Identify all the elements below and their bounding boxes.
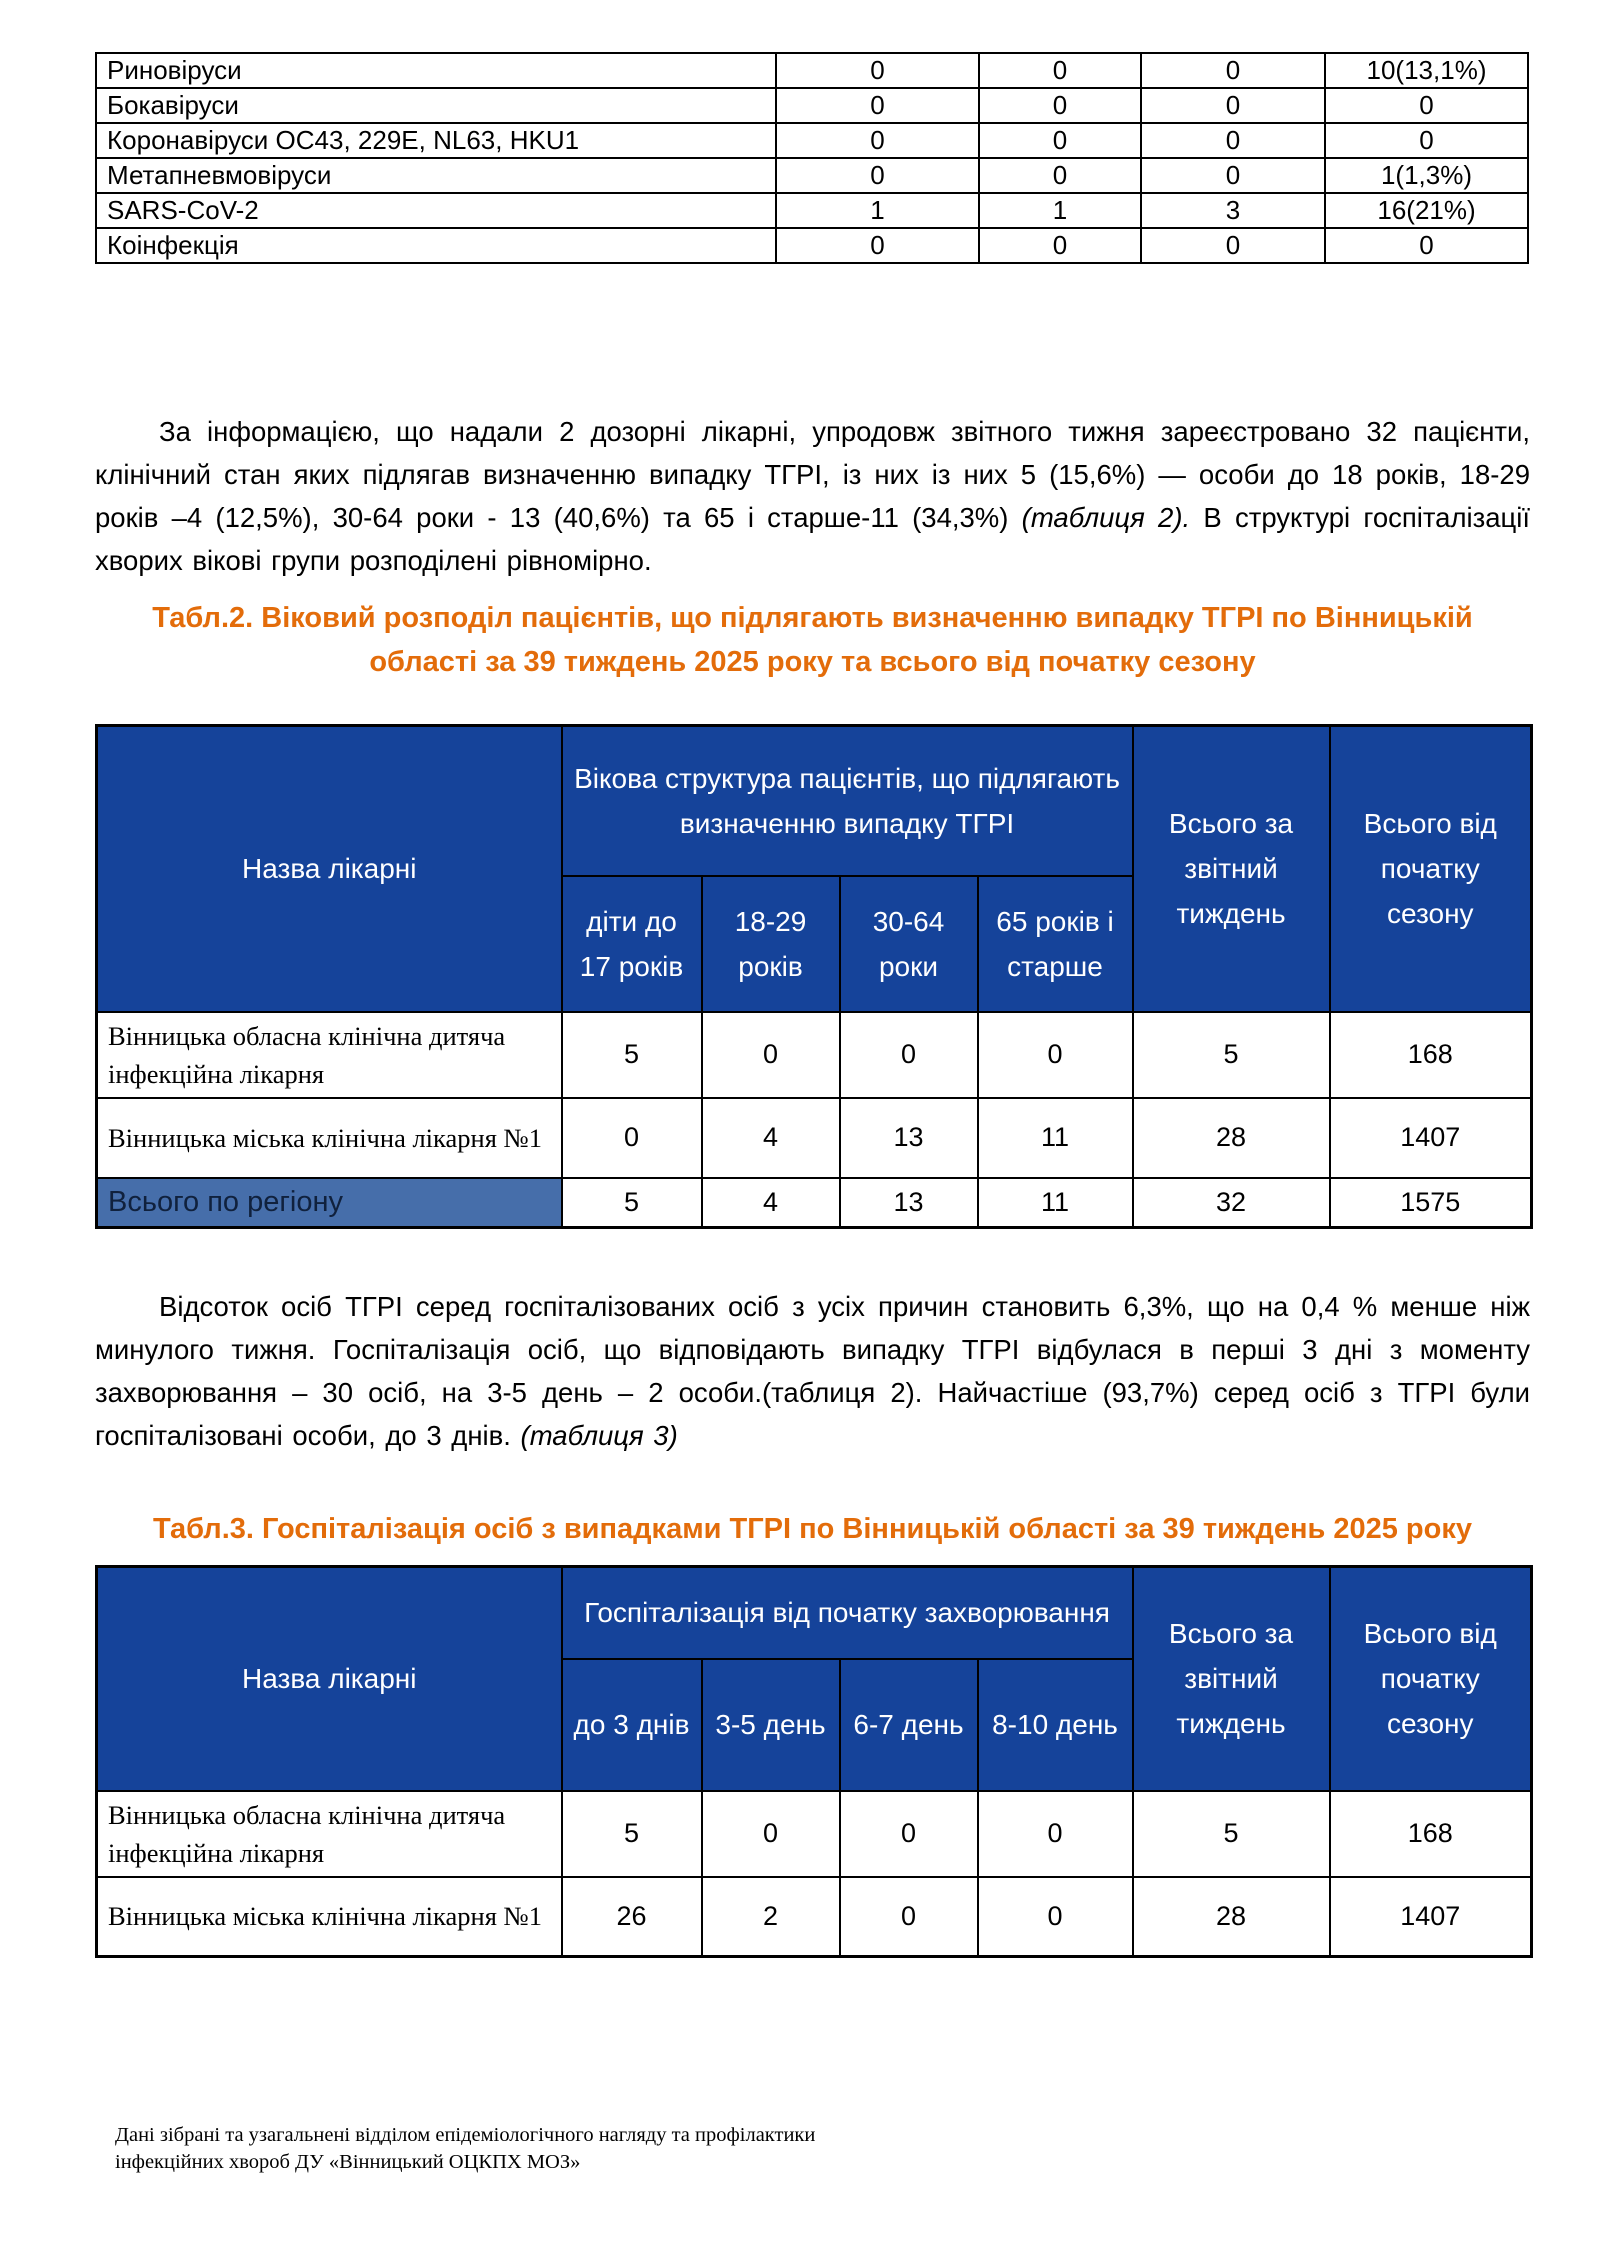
footer-line: інфекційних хвороб ДУ «Вінницький ОЦКПХ МОЗ» bbox=[115, 2151, 581, 2173]
table-cell: 0 bbox=[1141, 53, 1325, 88]
table-cell: 5 bbox=[1133, 1012, 1330, 1098]
table-cell: 1(1,3%) bbox=[1325, 158, 1528, 193]
table-cell: 0 bbox=[840, 1012, 978, 1098]
table-row bbox=[96, 228, 1528, 263]
table-cell: 168 bbox=[1330, 1012, 1532, 1098]
paragraph-weekly-summary bbox=[95, 410, 1530, 582]
table-cell: 5 bbox=[562, 1791, 702, 1877]
table-cell: 0 bbox=[776, 53, 979, 88]
table-cell: 0 bbox=[979, 123, 1141, 158]
virus-name-cell: Риновіруси bbox=[96, 53, 776, 88]
table-cell: 0 bbox=[702, 1791, 840, 1877]
table-cell: 0 bbox=[1325, 123, 1528, 158]
hospital-name-cell: Вінницька міська клінічна лікарня №1 bbox=[97, 1098, 562, 1178]
table-cell: 0 bbox=[978, 1877, 1133, 1957]
table-cell: 0 bbox=[776, 88, 979, 123]
region-total-label-cell: Всього по регіону bbox=[97, 1178, 562, 1228]
table-cell: 10(13,1%) bbox=[1325, 53, 1528, 88]
table2-header-total-season: Всього від початку сезону bbox=[1330, 726, 1532, 1012]
table-cell: 0 bbox=[1141, 123, 1325, 158]
table-cell: 3 bbox=[1141, 193, 1325, 228]
table-cell: 5 bbox=[1133, 1791, 1330, 1877]
table-cell: 0 bbox=[979, 88, 1141, 123]
table-cell: 0 bbox=[840, 1877, 978, 1957]
table-cell: 16(21%) bbox=[1325, 193, 1528, 228]
table-cell: 0 bbox=[1325, 88, 1528, 123]
paragraph-italic-ref: (таблиця 3) bbox=[520, 1420, 678, 1451]
table-cell: 0 bbox=[979, 228, 1141, 263]
table-cell: 0 bbox=[840, 1791, 978, 1877]
table2-header-total-week: Всього за звітний тиждень bbox=[1133, 726, 1330, 1012]
table-cell: 28 bbox=[1133, 1877, 1330, 1957]
table3-header-total-week: Всього за звітний тиждень bbox=[1133, 1567, 1330, 1791]
table-row bbox=[97, 1098, 1532, 1178]
table-row bbox=[96, 193, 1528, 228]
table-row bbox=[96, 123, 1528, 158]
table-cell: 28 bbox=[1133, 1098, 1330, 1178]
table-row bbox=[97, 1012, 1532, 1098]
table2-header-group: Вікова структура пацієнтів, що підлягають визначенню випадку ТГРІ bbox=[562, 726, 1133, 876]
virus-name-cell: Коінфекція bbox=[96, 228, 776, 263]
table2-header-hospital: Назва лікарні bbox=[97, 726, 562, 1012]
table-cell: 0 bbox=[702, 1012, 840, 1098]
footer-note bbox=[115, 2122, 815, 2176]
virus-name-cell: Бокавіруси bbox=[96, 88, 776, 123]
table-cell: 11 bbox=[978, 1178, 1133, 1228]
table2-subheader-age-3: 65 років і старше bbox=[978, 876, 1133, 1012]
table-cell: 13 bbox=[840, 1178, 978, 1228]
table-cell: 2 bbox=[702, 1877, 840, 1957]
hospital-name-cell: Вінницька обласна клінічна дитяча інфекційна лікарня bbox=[97, 1012, 562, 1098]
table-row bbox=[96, 53, 1528, 88]
table-header-row bbox=[97, 726, 1532, 876]
table3-hospitalization-timing bbox=[95, 1565, 1533, 1958]
table3-subheader-days-3: 8-10 день bbox=[978, 1659, 1133, 1791]
table-cell: 0 bbox=[1141, 228, 1325, 263]
table-cell: 5 bbox=[562, 1178, 702, 1228]
virus-summary-table bbox=[95, 52, 1529, 264]
table-cell: 4 bbox=[702, 1098, 840, 1178]
table3-subheader-days-0: до 3 днів bbox=[562, 1659, 702, 1791]
table-row bbox=[97, 1877, 1532, 1957]
table3-subheader-days-1: 3-5 день bbox=[702, 1659, 840, 1791]
hospital-name-cell: Вінницька міська клінічна лікарня №1 bbox=[97, 1877, 562, 1957]
table-cell: 32 bbox=[1133, 1178, 1330, 1228]
table-row bbox=[96, 158, 1528, 193]
table-cell: 0 bbox=[1325, 228, 1528, 263]
table2-title: Табл.2. Віковий розподіл пацієнтів, що підлягають визначенню випадку ТГРІ по Вінницькій області за 39 тиждень 2025 року та всього від початку сезону bbox=[152, 602, 1473, 678]
paragraph-italic-ref: (таблиця 2). bbox=[1021, 502, 1191, 533]
table3-header-group: Госпіталізація від початку захворювання bbox=[562, 1567, 1133, 1659]
table-cell: 11 bbox=[978, 1098, 1133, 1178]
virus-name-cell: Метапневмовіруси bbox=[96, 158, 776, 193]
paragraph-text: Відсоток осіб ТГРІ серед госпіталізованих осіб з усіх причин становить 6,3%, що на 0,4 % менше ніж минулого тижня. Госпіталізація осіб, що відповідають випадку ТГРІ відбулася в перші 3 дні з моменту захворювання – 30 осіб, на 3-5 день – 2 особи.(таблиця 2). Найчастіше (93,7%) серед осіб з ТГРІ були госпіталізовані особи, до 3 днів. bbox=[95, 1291, 1530, 1451]
table-cell: 1 bbox=[776, 193, 979, 228]
table2-subheader-age-0: діти до 17 років bbox=[562, 876, 702, 1012]
table-header-row bbox=[97, 1567, 1532, 1659]
table-row bbox=[96, 88, 1528, 123]
table2-subheader-age-2: 30-64 роки bbox=[840, 876, 978, 1012]
table-cell: 0 bbox=[1141, 158, 1325, 193]
table-cell: 13 bbox=[840, 1098, 978, 1178]
table3-header-total-season: Всього від початку сезону bbox=[1330, 1567, 1532, 1791]
table-cell: 1407 bbox=[1330, 1098, 1532, 1178]
paragraph-text: За інформацією, що надали 2 дозорні лікарні, упродовж звітного тижня зареєстровано 32 пацієнти, клінічний стан яких підлягав визначенню випадку ТГРІ, із них із них 5 (15,6%) — особи до 18 років, 18-29 років –4 (12,5%), 30-64 роки - 13 (40,6%) та 65 і старше-11 (34,3%) bbox=[95, 416, 1530, 533]
table-cell: 0 bbox=[978, 1791, 1133, 1877]
table-cell: 5 bbox=[562, 1012, 702, 1098]
table2-subheader-age-1: 18-29 років bbox=[702, 876, 840, 1012]
table-cell: 0 bbox=[562, 1098, 702, 1178]
hospital-name-cell: Вінницька обласна клінічна дитяча інфекційна лікарня bbox=[97, 1791, 562, 1877]
table-cell: 0 bbox=[1141, 88, 1325, 123]
paragraph-text: В структурі госпіталізації хворих вікові групи розподілені рівномірно. bbox=[95, 502, 1530, 576]
table-cell: 1575 bbox=[1330, 1178, 1532, 1228]
table-cell: 26 bbox=[562, 1877, 702, 1957]
table-total-row bbox=[97, 1178, 1532, 1228]
table-cell: 4 bbox=[702, 1178, 840, 1228]
table-cell: 0 bbox=[979, 53, 1141, 88]
table3-header-hospital: Назва лікарні bbox=[97, 1567, 562, 1791]
table3-subheader-days-2: 6-7 день bbox=[840, 1659, 978, 1791]
table-cell: 1 bbox=[979, 193, 1141, 228]
table-cell: 0 bbox=[776, 158, 979, 193]
table2-age-distribution bbox=[95, 724, 1533, 1229]
table-cell: 0 bbox=[978, 1012, 1133, 1098]
virus-name-cell: SARS-CoV-2 bbox=[96, 193, 776, 228]
table3-title: Табл.3. Госпіталізація осіб з випадками ТГРІ по Вінницькій області за 39 тиждень 2025 року bbox=[152, 1513, 1473, 1545]
table-cell: 0 bbox=[776, 228, 979, 263]
virus-name-cell: Коронавіруси ОС43, 229Е, NL63, HKU1 bbox=[96, 123, 776, 158]
table-cell: 0 bbox=[776, 123, 979, 158]
footer-line: Дані зібрані та узагальнені відділом епідеміологічного нагляду та профілактики bbox=[115, 2124, 816, 2146]
table-cell: 0 bbox=[979, 158, 1141, 193]
paragraph-hospitalization-summary bbox=[95, 1285, 1530, 1457]
table-row bbox=[97, 1791, 1532, 1877]
table-cell: 1407 bbox=[1330, 1877, 1532, 1957]
table-cell: 168 bbox=[1330, 1791, 1532, 1877]
